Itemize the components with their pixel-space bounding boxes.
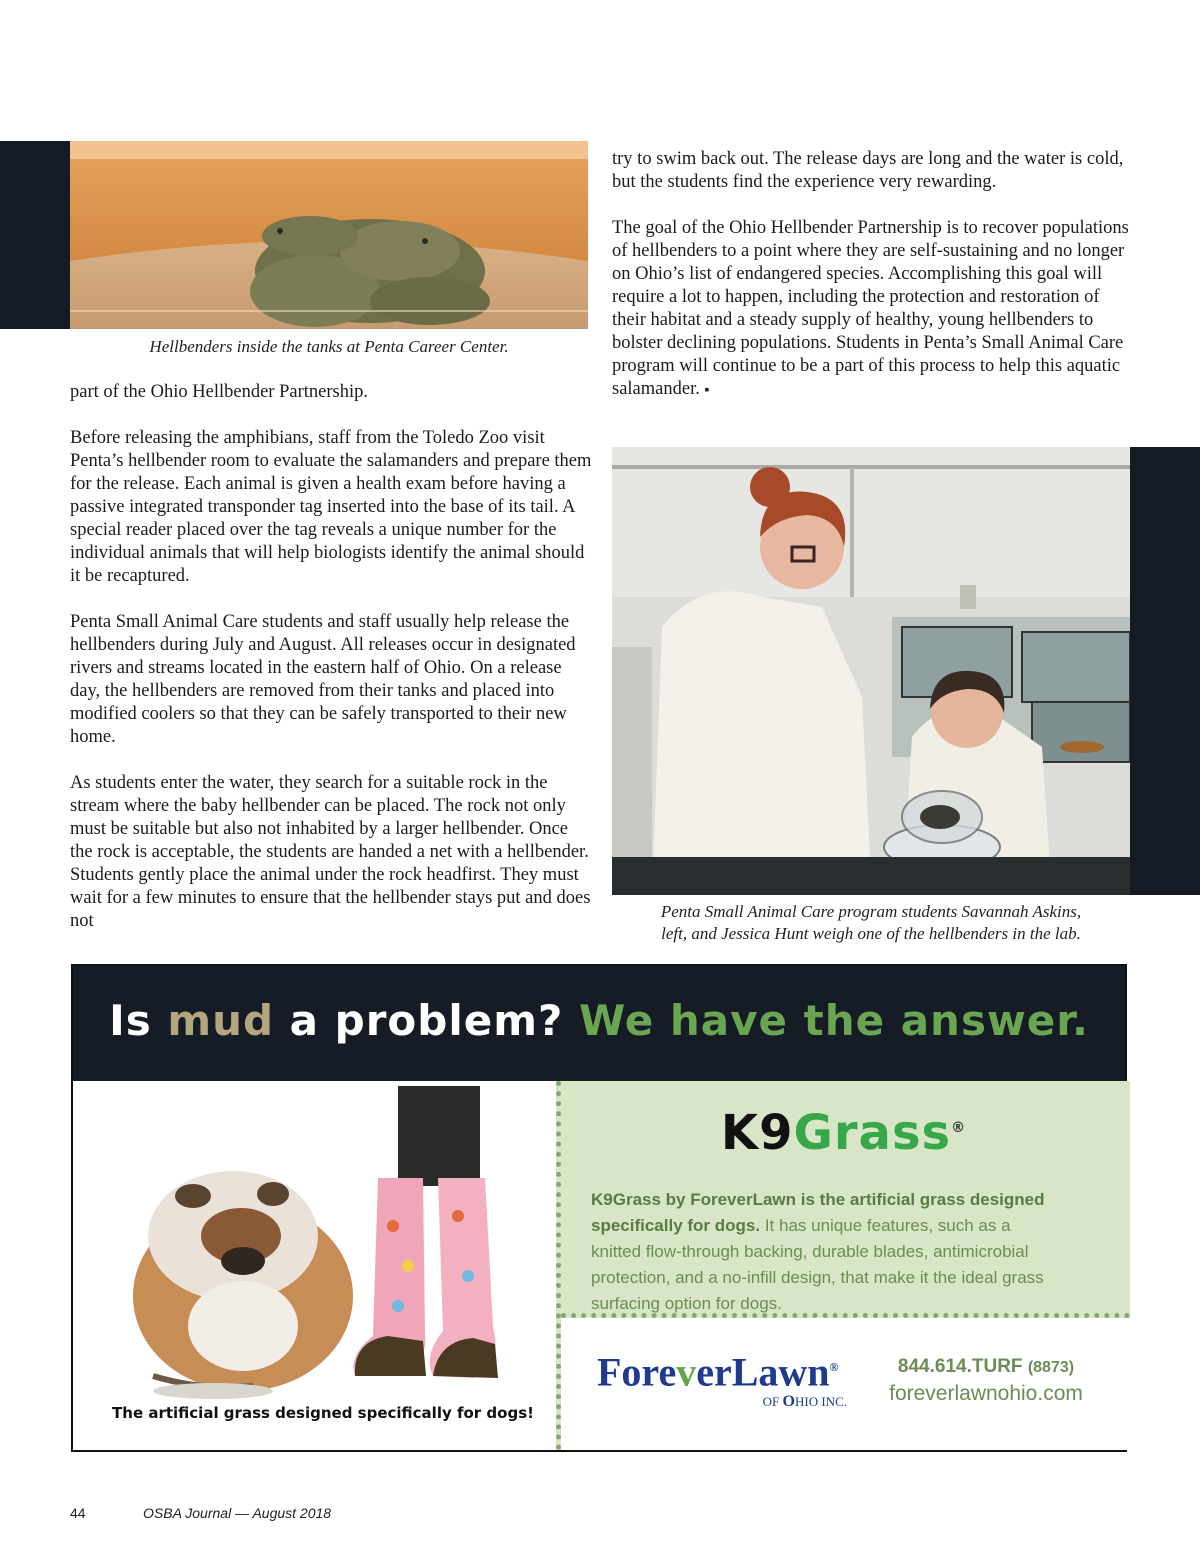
k9grass-advertisement[interactable] [71, 964, 1127, 1452]
phone-number: 844.614.TURF [897, 1356, 1023, 1377]
caption-bottom [612, 901, 1130, 945]
ad-tagline: The artificial grass designed specifically for dogs! [112, 1404, 534, 1422]
bulldog-boots-image [93, 1086, 553, 1406]
headline-part3: We have the answer. [578, 996, 1089, 1045]
left-para-1: part of the Ohio Hellbender Partnership. [70, 382, 368, 402]
ad-body-text [591, 1187, 1061, 1317]
left-column [70, 381, 595, 933]
logo-reg: ® [951, 1120, 967, 1136]
right-column [612, 148, 1134, 402]
ad-headline [73, 996, 1125, 1045]
left-para-3: Penta Small Animal Care students and staff usually help release the hellbenders during July and August. All releases occur in designated rivers and streams located in the eastern half of Ohio. On a release day, the hellbenders are removed from their tanks and placed into modified coolers so that they can be safely transported to their new home. [70, 612, 576, 747]
foreverlawn-reg: ® [829, 1360, 839, 1374]
caption-bottom-line-1: Penta Small Animal Care program students Savannah Askins, [660, 902, 1082, 921]
right-para-2 [612, 217, 1134, 402]
website-link[interactable]: foreverlawnohio.com [889, 1382, 1083, 1405]
headline-part2: a problem? [274, 996, 579, 1045]
logo-sub-of: OF [762, 1394, 783, 1410]
ad-body-rest: It has unique features, such as a knitted flow-through backing, durable blades, antimicrobial protection, and a no-infill design, that make it the ideal grass surfacing option for dogs. [591, 1216, 1044, 1313]
contact-block [861, 1356, 1111, 1406]
logo-sub-rest: HIO INC. [795, 1394, 847, 1410]
caption-top: Hellbenders inside the tanks at Penta Career Center. [149, 337, 509, 356]
left-side-bar [0, 141, 70, 329]
logo-name-b: er [696, 1349, 732, 1395]
lab-students-photo [612, 447, 1130, 895]
logo-name-a: Fore [597, 1349, 677, 1395]
logo-k9: K9 [720, 1105, 794, 1161]
hellbender-tank-illustration [70, 141, 588, 329]
foreverlawn-name [597, 1346, 857, 1393]
foreverlawn-logo [597, 1346, 857, 1411]
lab-students-illustration [612, 447, 1130, 895]
foreverlawn-panel [561, 1318, 1130, 1450]
logo-leaf-icon: v [676, 1349, 697, 1395]
left-para-2: Before releasing the amphibians, staff from the Toledo Zoo visit Penta’s hellbender room to evaluate the salamanders and prepare them for the release. Each animal is given a health exam before having a passive integrated transponder tag inserted into the base of its tail. A special reader placed over the tag reveals a unique number for the individual animals that will help biologists identify the animal should it be recaptured. [70, 428, 592, 586]
ad-header [73, 966, 1125, 1081]
k9grass-logo [561, 1105, 1126, 1161]
right-para-2-text: The goal of the Ohio Hellbender Partnership is to recover populations of hellbenders to a point where they are self-sustaining and no longer on Ohio’s list of endangered species. Accomplishing this goal will require a lot to happen, including the protection and restoration of their habitat and a steady supply of healthy, young hellbenders to bolster declining populations. Students in Penta’s Small Animal Care program will continue to be a part of this process to help this aquatic salamander. [612, 218, 1129, 399]
right-side-bar [1130, 447, 1200, 895]
right-para-1: try to swim back out. The release days are long and the water is cold, but the students find the experience very rewarding. [612, 149, 1124, 192]
phone-digits: (8873) [1027, 1359, 1075, 1376]
bulldog-boots-illustration [93, 1086, 553, 1406]
end-mark: ▪ [704, 383, 710, 398]
logo-sub-o: O [782, 1393, 795, 1411]
hellbender-tank-photo [70, 141, 588, 329]
left-para-4: As students enter the water, they search for a suitable rock in the stream where the baby hellbender can be placed. The rock not only must be suitable but also not inhabited by a larger hellbender. Once the rock is acceptable, the students are handed a net with a hellbender. Students gently place the animal under the rock headfirst. They must wait for a few minutes to ensure that the hellbender stays put and does not [70, 773, 591, 931]
foreverlawn-sub [597, 1393, 857, 1411]
logo-name-c: Lawn [731, 1349, 830, 1395]
logo-grass: Grass [793, 1105, 952, 1161]
ad-body-bold: K9Grass by ForeverLawn is the artificial grass designed specifically for dogs. [591, 1190, 1045, 1235]
headline-mud: mud [167, 996, 275, 1045]
journal-footer: OSBA Journal — August 2018 [143, 1505, 332, 1521]
phone-line[interactable] [861, 1356, 1111, 1378]
headline-part1: Is [109, 996, 168, 1045]
caption-bottom-line-2: left, and Jessica Hunt weigh one of the hellbenders in the lab. [661, 924, 1081, 943]
page-number: 44 [70, 1505, 86, 1521]
ad-info-panel [556, 1081, 1130, 1450]
